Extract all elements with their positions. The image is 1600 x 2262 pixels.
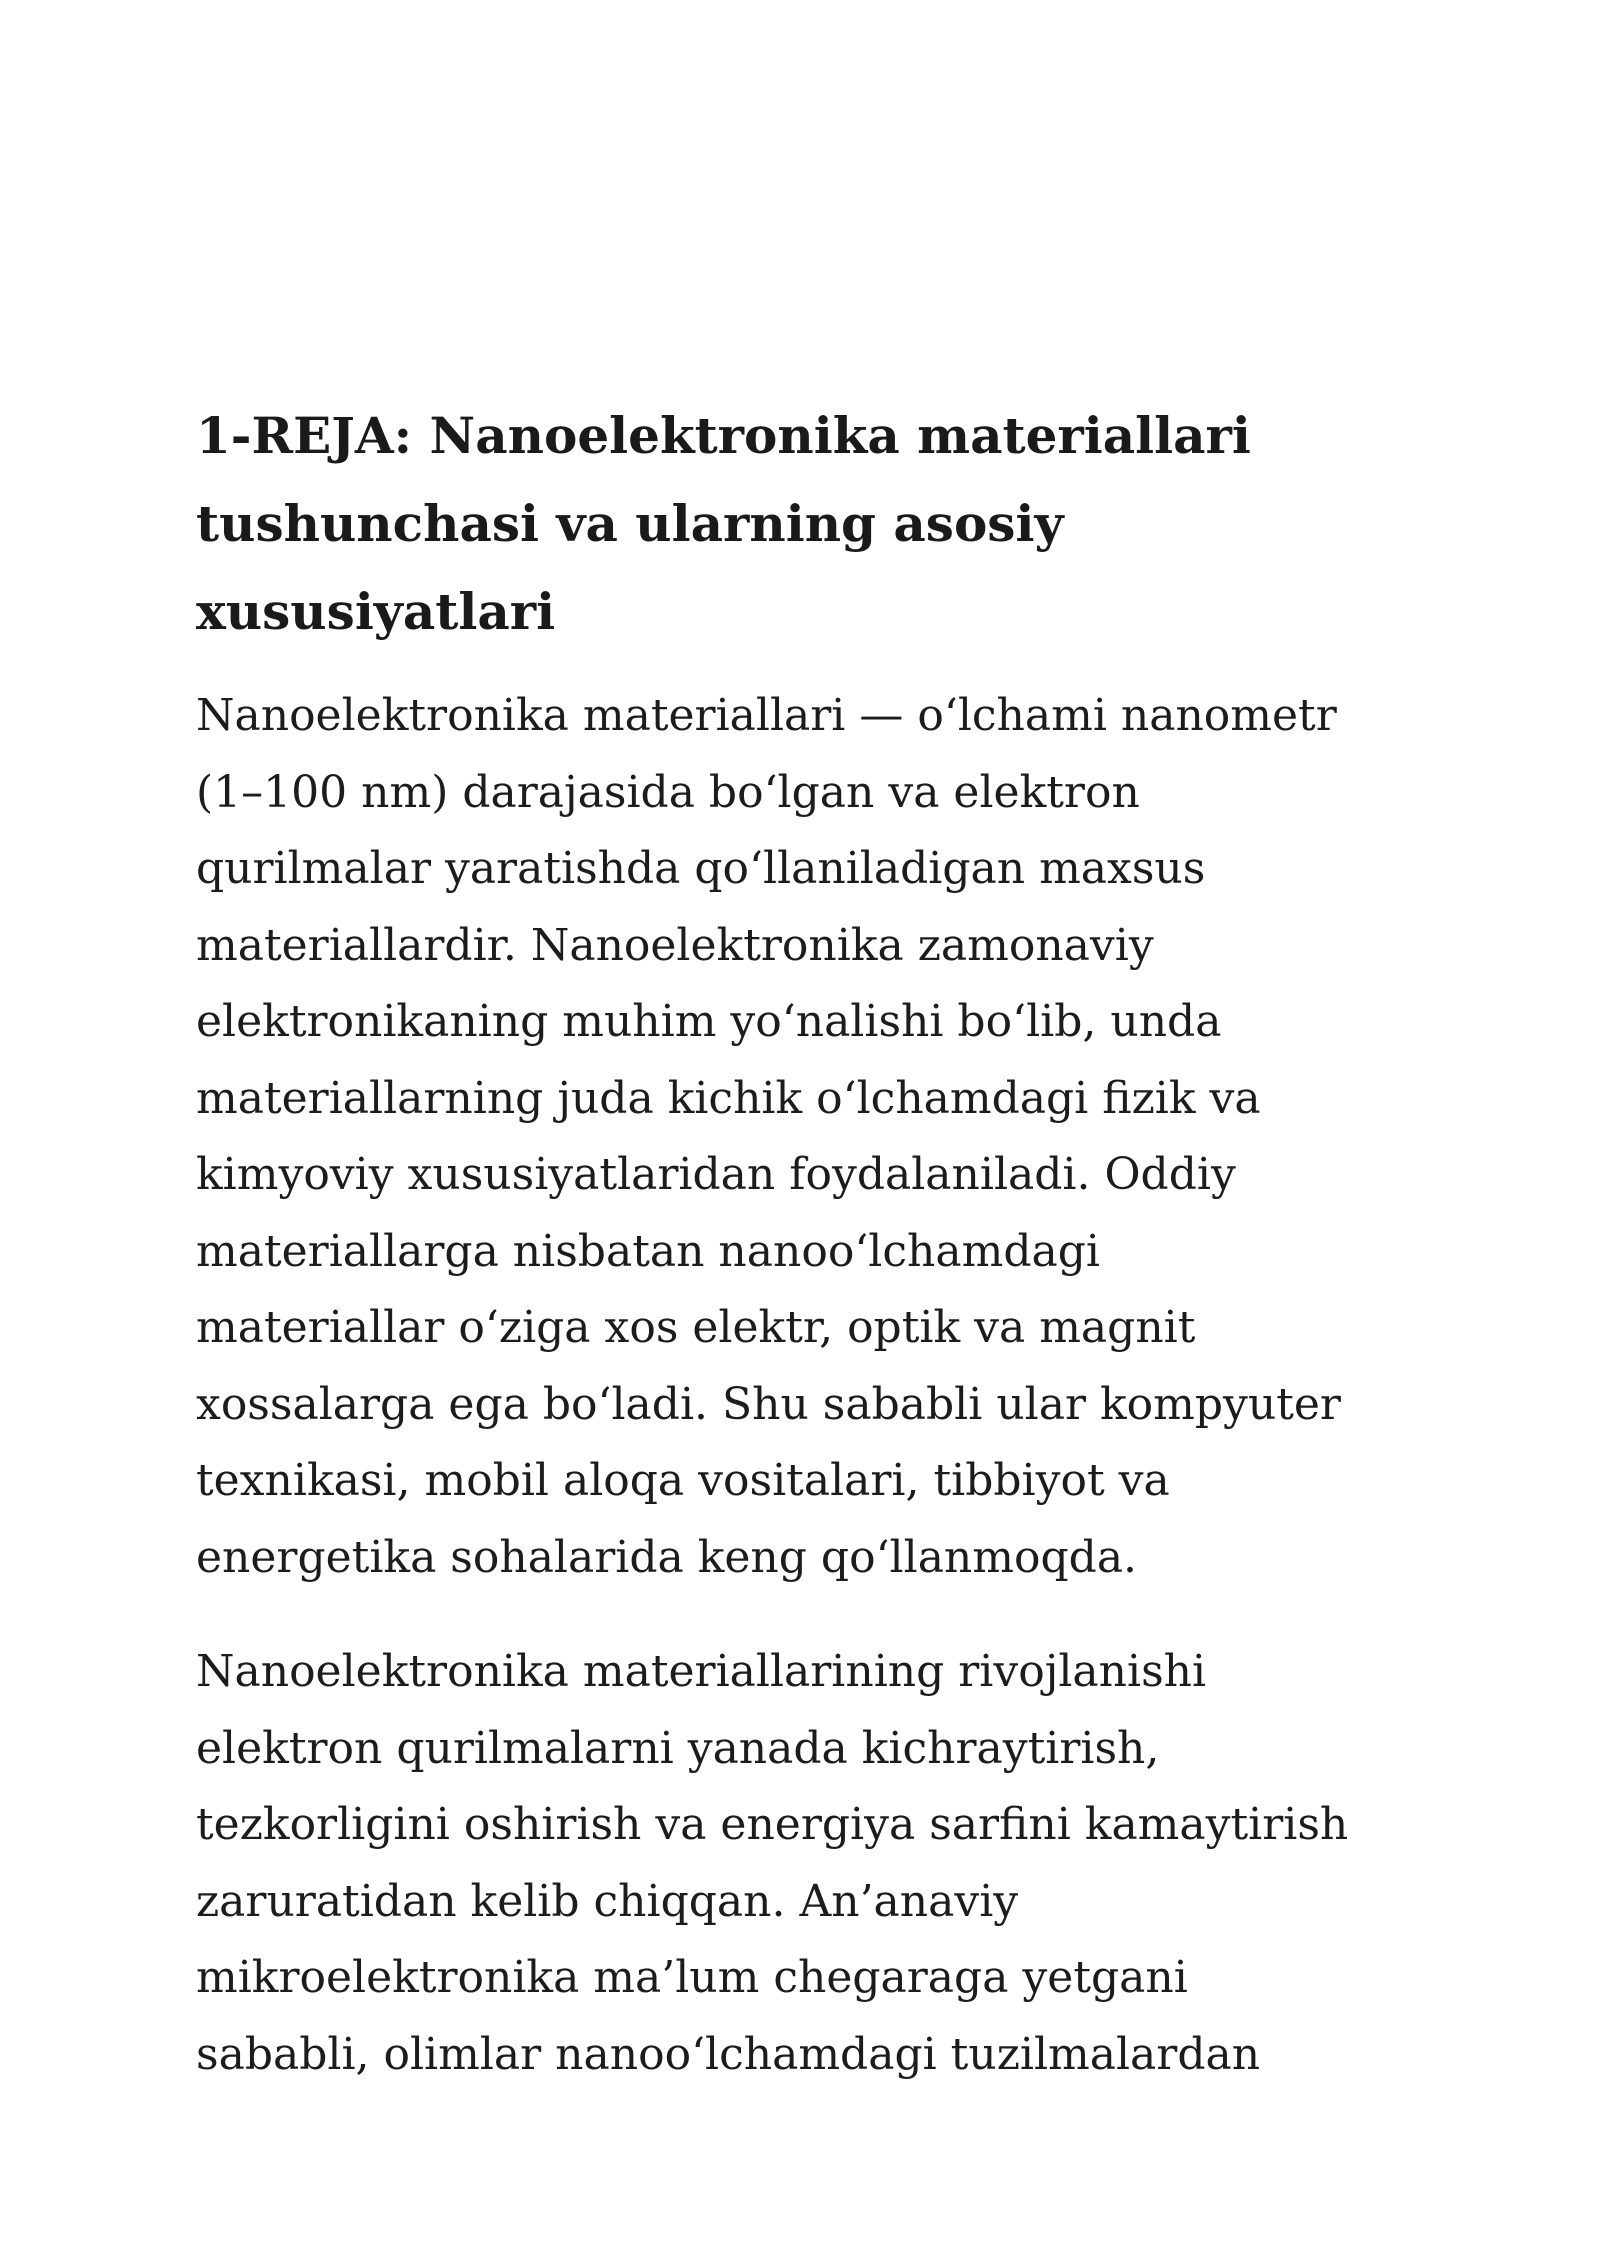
paragraph-line: tezkorligini oshirish va energiya sarfini kamaytirish xyxy=(196,1799,1349,1850)
paragraph-line: texnikasi, mobil aloqa vositalari, tibbiyot va xyxy=(196,1455,1170,1506)
paragraph-line: (1–100 nm) darajasida bo‘lgan va elektron xyxy=(196,766,1140,818)
paragraph-1 xyxy=(196,678,1436,1596)
section-heading xyxy=(196,392,1436,656)
paragraph-line: elektron qurilmalarni yanada kichraytirish, xyxy=(196,1722,1160,1774)
paragraph-line: Nanoelektronika materiallari — o‘lchami nanometr xyxy=(196,690,1337,741)
paragraph-line: materiallardir. Nanoelektronika zamonaviy xyxy=(196,919,1154,971)
heading-line: 1-REJA: Nanoelektronika materiallari xyxy=(196,406,1251,465)
paragraph-line: materiallarning juda kichik o‘lchamdagi fizik va xyxy=(196,1072,1261,1124)
paragraph-line: Nanoelektronika materiallarining rivojlanishi xyxy=(196,1646,1207,1697)
heading-line: tushunchasi va ularning asosiy xyxy=(196,494,1064,553)
paragraph-line: elektronikaning muhim yo‘nalishi bo‘lib, unda xyxy=(196,996,1222,1047)
paragraph-line: materiallarga nisbatan nanoo‘lchamdagi xyxy=(196,1225,1100,1277)
paragraph-2 xyxy=(196,1634,1436,2093)
paragraph-line: energetika sohalarida keng qo‘llanmoqda. xyxy=(196,1531,1138,1583)
paragraph-line: sababli, olimlar nanoo‘lchamdagi tuzilmalardan xyxy=(196,2028,1261,2080)
paragraph-line: materiallar o‘ziga xos elektr, optik va magnit xyxy=(196,1302,1196,1353)
document-content xyxy=(196,392,1436,2131)
paragraph-line: zaruratidan kelib chiqqan. An’anaviy xyxy=(196,1875,1019,1927)
paragraph-line: kimyoviy xususiyatlaridan foydalaniladi. Oddiy xyxy=(196,1149,1236,1200)
heading-line: xususiyatlari xyxy=(196,582,556,641)
paragraph-line: mikroelektronika ma’lum chegaraga yetgani xyxy=(196,1952,1188,2003)
paragraph-line: xossalarga ega bo‘ladi. Shu sababli ular kompyuter xyxy=(196,1378,1341,1430)
paragraph-line: qurilmalar yaratishda qo‘llaniladigan maxsus xyxy=(196,843,1206,894)
